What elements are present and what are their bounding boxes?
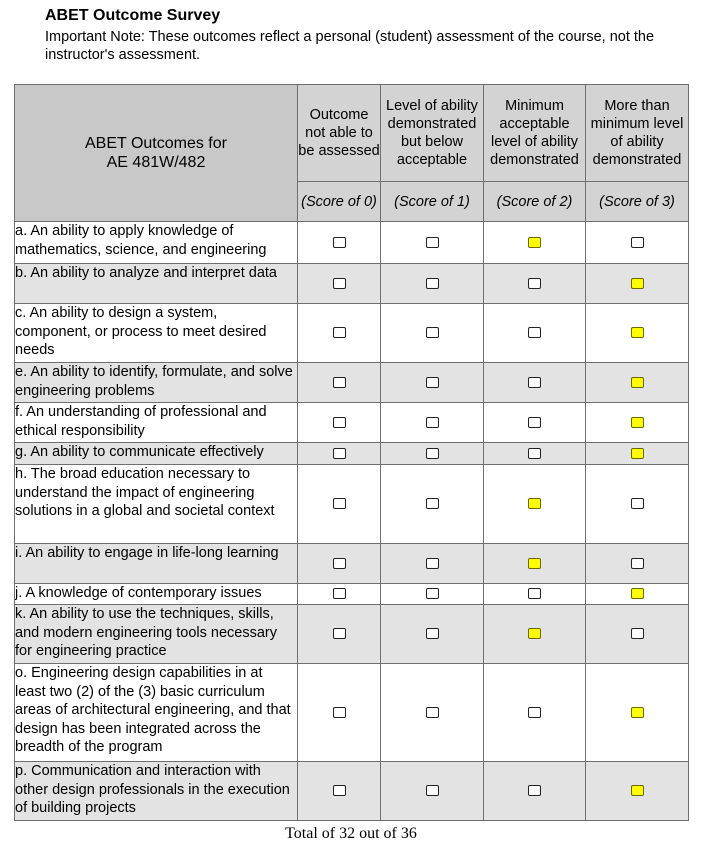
score-cell — [484, 544, 586, 584]
score-2-checkbox[interactable] — [528, 588, 541, 599]
score-cell — [381, 403, 484, 443]
score-1-checkbox[interactable] — [426, 327, 439, 338]
score-cell — [484, 762, 586, 821]
col-header-score-2: Minimum acceptable level of ability demonstrated — [484, 85, 586, 182]
outcome-text: o. Engineering design capabilities in at least two (2) of the (3) basic curriculum areas of architectural engineering, and that design has been integrated across the breadth of the program — [15, 664, 298, 762]
outcome-row — [15, 762, 689, 821]
score-0-checkbox[interactable] — [333, 498, 346, 509]
outcome-row — [15, 605, 689, 664]
outcome-row — [15, 443, 689, 465]
score-3-checkbox-checked[interactable] — [631, 327, 644, 338]
score-cell — [586, 544, 689, 584]
outcome-survey-table — [14, 84, 689, 821]
score-cell — [586, 363, 689, 403]
score-0-checkbox[interactable] — [333, 558, 346, 569]
score-1-checkbox[interactable] — [426, 628, 439, 639]
score-2-checkbox[interactable] — [528, 278, 541, 289]
score-cell — [586, 222, 689, 264]
score-cell — [586, 762, 689, 821]
score-2-checkbox-checked[interactable] — [528, 628, 541, 639]
score-1-checkbox[interactable] — [426, 785, 439, 796]
col-header-score-0: Outcome not able to be assessed — [298, 85, 381, 182]
score-cell — [484, 584, 586, 605]
score-cell — [298, 664, 381, 762]
score-cell — [484, 605, 586, 664]
outcome-text: k. An ability to use the techniques, skills, and modern engineering tools necessary for engineering practice — [15, 605, 298, 664]
score-cell — [381, 264, 484, 304]
outcome-row — [15, 222, 689, 264]
score-cell — [381, 584, 484, 605]
score-1-checkbox[interactable] — [426, 707, 439, 718]
score-2-checkbox[interactable] — [528, 377, 541, 388]
score-2-checkbox[interactable] — [528, 417, 541, 428]
outcome-text: g. An ability to communicate effectively — [15, 443, 298, 465]
outcome-row — [15, 304, 689, 363]
outcomes-header: ABET Outcomes for AE 481W/482 — [15, 85, 298, 222]
score-cell — [586, 605, 689, 664]
score-3-checkbox-checked[interactable] — [631, 707, 644, 718]
score-cell — [586, 664, 689, 762]
score-label-1: (Score of 1) — [381, 182, 484, 222]
score-0-checkbox[interactable] — [333, 448, 346, 459]
outcome-row — [15, 465, 689, 544]
score-label-2: (Score of 2) — [484, 182, 586, 222]
score-1-checkbox[interactable] — [426, 498, 439, 509]
score-cell — [484, 403, 586, 443]
score-1-checkbox[interactable] — [426, 377, 439, 388]
score-3-checkbox-checked[interactable] — [631, 278, 644, 289]
score-1-checkbox[interactable] — [426, 417, 439, 428]
score-cell — [298, 222, 381, 264]
outcome-row — [15, 544, 689, 584]
score-cell — [298, 264, 381, 304]
col-header-score-1: Level of ability demonstrated but below acceptable — [381, 85, 484, 182]
score-cell — [484, 264, 586, 304]
score-3-checkbox-checked[interactable] — [631, 785, 644, 796]
score-cell — [484, 664, 586, 762]
score-cell — [381, 443, 484, 465]
score-2-checkbox-checked[interactable] — [528, 558, 541, 569]
score-cell — [298, 465, 381, 544]
score-3-checkbox[interactable] — [631, 558, 644, 569]
score-0-checkbox[interactable] — [333, 707, 346, 718]
total-score: Total of 32 out of 36 — [285, 825, 417, 842]
score-2-checkbox-checked[interactable] — [528, 498, 541, 509]
score-cell — [484, 443, 586, 465]
outcome-row — [15, 363, 689, 403]
score-3-checkbox[interactable] — [631, 237, 644, 248]
score-cell — [586, 403, 689, 443]
score-cell — [381, 605, 484, 664]
outcome-row — [15, 264, 689, 304]
score-cell — [484, 304, 586, 363]
score-cell — [381, 664, 484, 762]
score-2-checkbox[interactable] — [528, 785, 541, 796]
score-2-checkbox[interactable] — [528, 707, 541, 718]
score-cell — [586, 584, 689, 605]
score-0-checkbox[interactable] — [333, 278, 346, 289]
score-cell — [298, 762, 381, 821]
score-0-checkbox[interactable] — [333, 327, 346, 338]
score-0-checkbox[interactable] — [333, 417, 346, 428]
outcome-row — [15, 664, 689, 762]
score-label-0: (Score of 0) — [298, 182, 381, 222]
score-3-checkbox-checked[interactable] — [631, 377, 644, 388]
score-cell — [298, 304, 381, 363]
score-cell — [298, 363, 381, 403]
score-cell — [298, 544, 381, 584]
outcome-text: p. Communication and interaction with other design professionals in the execution of building projects — [15, 762, 298, 821]
score-1-checkbox[interactable] — [426, 448, 439, 459]
score-3-checkbox[interactable] — [631, 498, 644, 509]
score-cell — [381, 465, 484, 544]
score-cell — [298, 443, 381, 465]
outcome-text: i. An ability to engage in life-long learning — [15, 544, 298, 584]
score-cell — [381, 544, 484, 584]
score-0-checkbox[interactable] — [333, 377, 346, 388]
score-cell — [381, 762, 484, 821]
score-cell — [586, 443, 689, 465]
outcome-text: e. An ability to identify, formulate, and solve engineering problems — [15, 363, 298, 403]
score-0-checkbox[interactable] — [333, 628, 346, 639]
score-0-checkbox[interactable] — [333, 785, 346, 796]
outcome-row — [15, 403, 689, 443]
outcome-text: h. The broad education necessary to understand the impact of engineering solutions in a global and societal context — [15, 465, 298, 544]
col-header-score-3: More than minimum level of ability demonstrated — [586, 85, 689, 182]
score-cell — [484, 465, 586, 544]
outcome-text: a. An ability to apply knowledge of mathematics, science, and engineering — [15, 222, 298, 264]
score-1-checkbox[interactable] — [426, 278, 439, 289]
score-2-checkbox[interactable] — [528, 327, 541, 338]
score-3-checkbox-checked[interactable] — [631, 588, 644, 599]
score-1-checkbox[interactable] — [426, 558, 439, 569]
outcome-row — [15, 584, 689, 605]
score-cell — [381, 363, 484, 403]
score-label-3: (Score of 3) — [586, 182, 689, 222]
score-cell — [484, 222, 586, 264]
score-0-checkbox[interactable] — [333, 588, 346, 599]
score-0-checkbox[interactable] — [333, 237, 346, 248]
score-cell — [586, 304, 689, 363]
important-note: Important Note: These outcomes reflect a personal (student) assessment of the course, not the instructor's assessment. — [45, 29, 655, 63]
score-3-checkbox-checked[interactable] — [631, 448, 644, 459]
score-cell — [298, 584, 381, 605]
outcome-text: b. An ability to analyze and interpret data — [15, 264, 298, 304]
score-cell — [484, 363, 586, 403]
score-cell — [381, 222, 484, 264]
score-cell — [381, 304, 484, 363]
outcome-text: c. An ability to design a system, component, or process to meet desired needs — [15, 304, 298, 363]
score-cell — [298, 403, 381, 443]
score-2-checkbox[interactable] — [528, 448, 541, 459]
score-1-checkbox[interactable] — [426, 588, 439, 599]
score-3-checkbox[interactable] — [631, 628, 644, 639]
outcome-text: f. An understanding of professional and ethical responsibility — [15, 403, 298, 443]
score-cell — [586, 465, 689, 544]
score-cell — [586, 264, 689, 304]
score-cell — [298, 605, 381, 664]
score-1-checkbox[interactable] — [426, 237, 439, 248]
survey-title: ABET Outcome Survey — [45, 7, 221, 24]
score-2-checkbox-checked[interactable] — [528, 237, 541, 248]
score-3-checkbox-checked[interactable] — [631, 417, 644, 428]
outcome-text: j. A knowledge of contemporary issues — [15, 584, 298, 605]
